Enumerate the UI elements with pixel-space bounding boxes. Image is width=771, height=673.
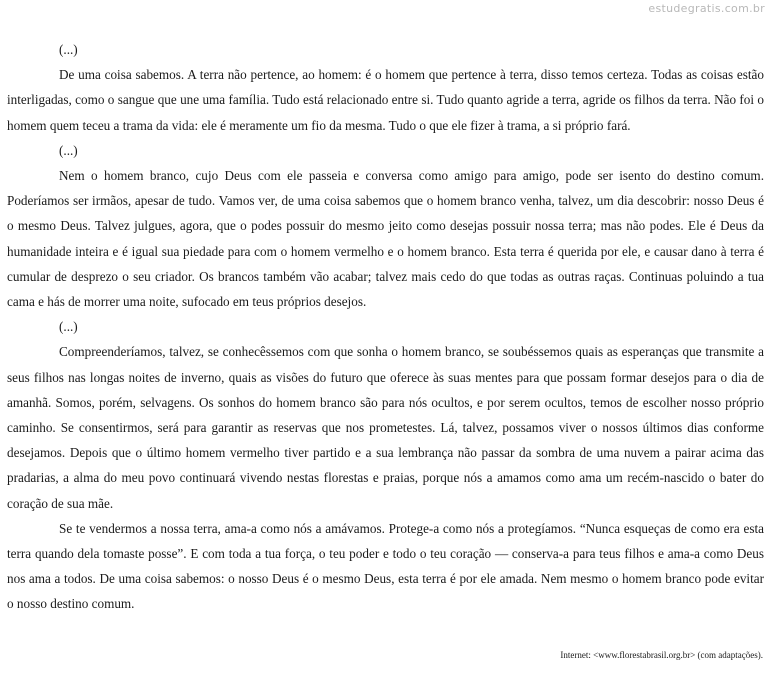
paragraph-ellipsis: (...) [59, 319, 78, 335]
paragraph: Se te vendermos a nossa terra, ama-a como nós a amávamos. Protege-a como nós a protegíamos. “Nunca esqueças de como era esta terra quando dela tomaste posse”. E com toda a tua força, o teu poder e todo o teu coração — conserva-a para teus filhos e ama-a como Deus nos ama a todos. De uma coisa sabemos: o nosso Deus é o mesmo Deus, esta terra é por ele amada. Nem mesmo o homem branco pode evitar o nosso destino comum. [7, 520, 764, 612]
paragraph-ellipsis: (...) [59, 142, 78, 158]
paragraph: De uma coisa sabemos. A terra não pertence, ao homem: é o homem que pertence à terra, disso temos certeza. Todas as coisas estão interligadas, como o sangue que une uma família. Tudo está relacionado entre si. Tudo quanto agride a terra, agride os filhos da terra. Não foi o homem quem teceu a trama da vida: ele é meramente um fio da mesma. Tudo o que ele fizer à trama, a si próprio fará. [7, 67, 764, 133]
paragraph: Nem o homem branco, cujo Deus com ele passeia e conversa como amigo para amigo, pode ser isento do destino comum. Poderíamos ser irmãos, apesar de tudo. Vamos ver, de uma coisa sabemos que o homem branco venha, talvez, um dia descobrir: nosso Deus é o mesmo Deus. Talvez julgues, agora, que o podes possuir do mesmo jeito como desejas possuir nossa terra; mas não podes. Ele é Deus da humanidade inteira e é igual sua piedade para com o homem vermelho e o homem branco. Esta terra é querida por ele, e causar dano à terra é cumular de desprezo o seu criador. Os brancos também vão acabar; talvez mais cedo do que todas as outras raças. Continuas poluindo a tua cama e hás de morrer uma noite, sufocado em teus próprios desejos. [7, 168, 764, 310]
paragraph: Compreenderíamos, talvez, se conhecêssemos com que sonha o homem branco, se soubéssemos quais as esperanças que transmite a seus filhos nas longas noites de inverno, quais as visões do futuro que oferece às suas mentes para que possam formar desejos para o dia de amanhã. Somos, porém, selvagens. Os sonhos do homem branco são para nós ocultos, e por serem ocultos, temos de escolher nosso próprio caminho. Se consentirmos, será para garantir as reservas que nos prometestes. Lá, talvez, possamos viver o nossos últimos dias conforme desejamos. Depois que o último homem vermelho tiver partido e a sua lembrança não passar da sombra de uma nuvem a pairar acima das pradarias, a alma do meu povo continuará vivendo nestas florestas e praias, porque nós a amamos como ama um recém-nascido o bater do coração de sua mãe. [7, 344, 764, 511]
document-body [7, 37, 764, 617]
watermark-text: estudegratis.com.br [648, 2, 765, 15]
paragraph-ellipsis: (...) [59, 42, 78, 57]
source-citation: Internet: <www.florestabrasil.org.br> (com adaptações). [560, 650, 763, 660]
